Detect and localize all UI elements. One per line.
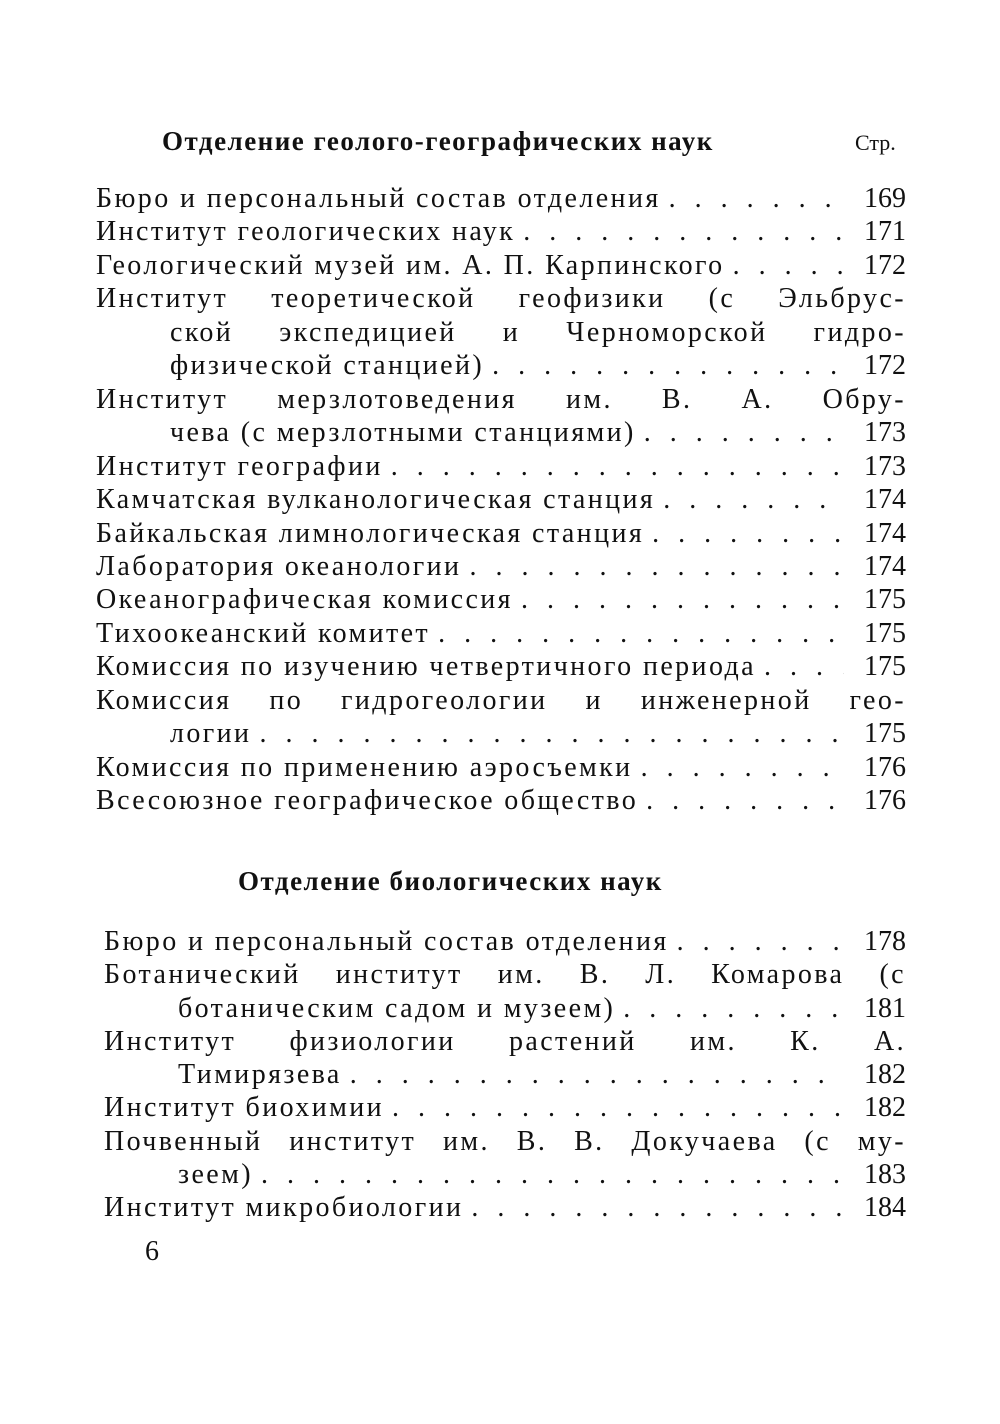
toc-entry-line (104, 1025, 906, 1058)
toc-entry-line (96, 249, 906, 282)
toc-entry-text: Всесоюзное географическое общество (96, 785, 639, 817)
toc-entry-page: 175 (864, 584, 906, 616)
toc-entry-text: Институт биохимии (104, 1092, 384, 1124)
toc-entry-line (96, 784, 906, 817)
toc-entry-page: 175 (864, 718, 906, 750)
dot-leader (383, 450, 844, 483)
toc-entry-text: Почвенный институт им. В. В. Докучаева (с му- (104, 1125, 906, 1157)
toc-entry-page: 172 (864, 350, 906, 382)
toc-entry-page: 169 (864, 183, 906, 214)
toc-entry-line (96, 316, 906, 349)
dot-leader (644, 517, 844, 550)
toc-entry-page: 183 (864, 1159, 906, 1191)
toc-entry-text: Комиссия по применению аэросъемки (96, 751, 633, 783)
section-title-biology: Отделение биологических наук (238, 866, 663, 896)
toc-entry (104, 1091, 906, 1124)
dot-leader (463, 1191, 844, 1224)
toc-entry-line (96, 483, 906, 516)
toc-entry-line (104, 992, 906, 1025)
dot-leader (756, 650, 844, 683)
dot-leader (342, 1058, 844, 1091)
toc-entry-line (96, 684, 906, 717)
toc-entry-line (104, 1191, 906, 1224)
toc-entry-text: Ботанический институт им. В. Л. Комарова (с (104, 959, 906, 991)
toc-entry (96, 450, 906, 483)
toc-entry-text: Океанографическая комиссия (96, 584, 513, 616)
toc-entry (104, 1191, 906, 1224)
toc-entry-line (96, 617, 906, 650)
toc-entry (104, 958, 906, 1025)
toc-entry (96, 650, 906, 683)
toc-entry-line (96, 383, 906, 416)
toc-entry (96, 383, 906, 450)
dot-leader (725, 249, 844, 282)
dot-leader (251, 717, 844, 750)
toc-entry-line (96, 450, 906, 483)
section-title-geology: Отделение геолого-географических наук (162, 126, 714, 156)
toc-entry-line (96, 550, 906, 583)
toc-entry-line (104, 1158, 906, 1191)
toc-entry-text: Бюро и персональный состав отделения (104, 926, 669, 957)
toc-entry (96, 182, 906, 215)
dot-leader (384, 1091, 844, 1124)
toc-entry-line (96, 751, 906, 784)
toc-entry-page: 173 (864, 417, 906, 449)
dot-leader (638, 784, 844, 817)
toc-entry-text: Байкальская лимнологическая станция (96, 517, 645, 549)
toc-entry-text: Геологический музей им. А. П. Карпинского (96, 249, 725, 281)
toc-entry (96, 483, 906, 516)
toc-entry-page: 174 (864, 550, 906, 582)
toc-entry (104, 1025, 906, 1092)
toc-entry (96, 249, 906, 282)
toc-entry (104, 925, 906, 958)
toc-entry-text: Камчатская вулканологическая станция (96, 484, 656, 516)
toc-entry-page: 178 (864, 926, 906, 957)
toc-entry-text: зеем) (178, 1159, 253, 1191)
toc-entry-page: 182 (864, 1092, 906, 1124)
toc-entry-page: 181 (864, 992, 906, 1024)
dot-leader (484, 349, 844, 382)
page-number: 6 (145, 1236, 159, 1267)
toc-entry (96, 550, 906, 583)
toc-entry-line (104, 958, 906, 991)
toc-entry-text: Лаборатория океанологии (96, 550, 462, 582)
toc-entry (96, 583, 906, 616)
toc-entry-page: 184 (864, 1192, 906, 1224)
toc-entry (96, 784, 906, 817)
dot-leader (669, 925, 844, 958)
toc-entry-text: Бюро и персональный состав отделения (96, 183, 661, 214)
toc-entry-line (96, 717, 906, 750)
dot-leader (661, 182, 844, 215)
toc-entry (96, 684, 906, 751)
toc-entry (96, 617, 906, 650)
toc-entry-page: 174 (864, 517, 906, 549)
toc-entry-page: 173 (864, 450, 906, 482)
toc-entry-text: Институт физиологии растений им. К. А. (104, 1025, 906, 1057)
toc-entry (96, 517, 906, 550)
toc-entry-line (96, 182, 906, 215)
dot-leader (461, 550, 844, 583)
dot-leader (655, 483, 844, 516)
toc-entry-text: логии (170, 718, 252, 750)
toc-entry (96, 215, 906, 248)
toc-entry-text: физической станцией) (170, 350, 485, 382)
toc-entry-page: 174 (864, 484, 906, 516)
dot-leader (253, 1158, 844, 1191)
toc-entry-page: 175 (864, 617, 906, 649)
toc-entry-text: Комиссия по гидрогеологии и инженерной гео- (96, 684, 906, 716)
dot-leader (636, 416, 844, 449)
toc-entry-line (104, 1125, 906, 1158)
toc-list-biology (104, 925, 906, 1225)
dot-leader (513, 583, 844, 616)
toc-list-geology (96, 182, 906, 818)
toc-entry-line (104, 925, 906, 958)
toc-entry-page: 172 (864, 249, 906, 281)
toc-entry-page: 175 (864, 651, 906, 683)
toc-entry-line (104, 1058, 906, 1091)
toc-entry-text: Институт теоретической геофизики (с Эльбрус- (96, 283, 906, 315)
page-column-label: Стр. (855, 130, 896, 155)
toc-entry-line (96, 416, 906, 449)
toc-entry-page: 176 (864, 751, 906, 783)
toc-entry-line (96, 282, 906, 315)
toc-entry (96, 282, 906, 382)
toc-entry (104, 1125, 906, 1192)
toc-entry-text: Институт микробиологии (104, 1192, 464, 1224)
toc-entry-page: 176 (864, 785, 906, 817)
dot-leader (515, 215, 844, 248)
toc-entry-text: ботаническим садом и музеем) (178, 992, 616, 1024)
toc-entry-text: Институт геологических наук (96, 216, 516, 248)
toc-entry-text: чева (с мерзлотными станциями) (170, 417, 636, 449)
dot-leader (615, 992, 844, 1025)
toc-entry-page: 182 (864, 1059, 906, 1091)
toc-entry-text: Институт мерзлотоведения им. В. А. Обру- (96, 383, 906, 415)
toc-entry-text: Комиссия по изучению четвертичного периода (96, 651, 757, 683)
toc-entry-text: Тимирязева (178, 1059, 342, 1091)
toc-entry-page: 171 (864, 216, 906, 248)
toc-entry-text: Тихоокеанский комитет (96, 617, 431, 649)
toc-entry-line (96, 349, 906, 382)
dot-leader (430, 617, 844, 650)
toc-entry-line (96, 215, 906, 248)
toc-entry-line (96, 517, 906, 550)
toc-entry-line (96, 650, 906, 683)
toc-entry (96, 751, 906, 784)
toc-entry-text: Институт географии (96, 450, 383, 482)
toc-entry-line (104, 1091, 906, 1124)
toc-entry-line (96, 583, 906, 616)
dot-leader (633, 751, 844, 784)
toc-entry-text: ской экспедицией и Черноморской гидро- (170, 316, 906, 348)
